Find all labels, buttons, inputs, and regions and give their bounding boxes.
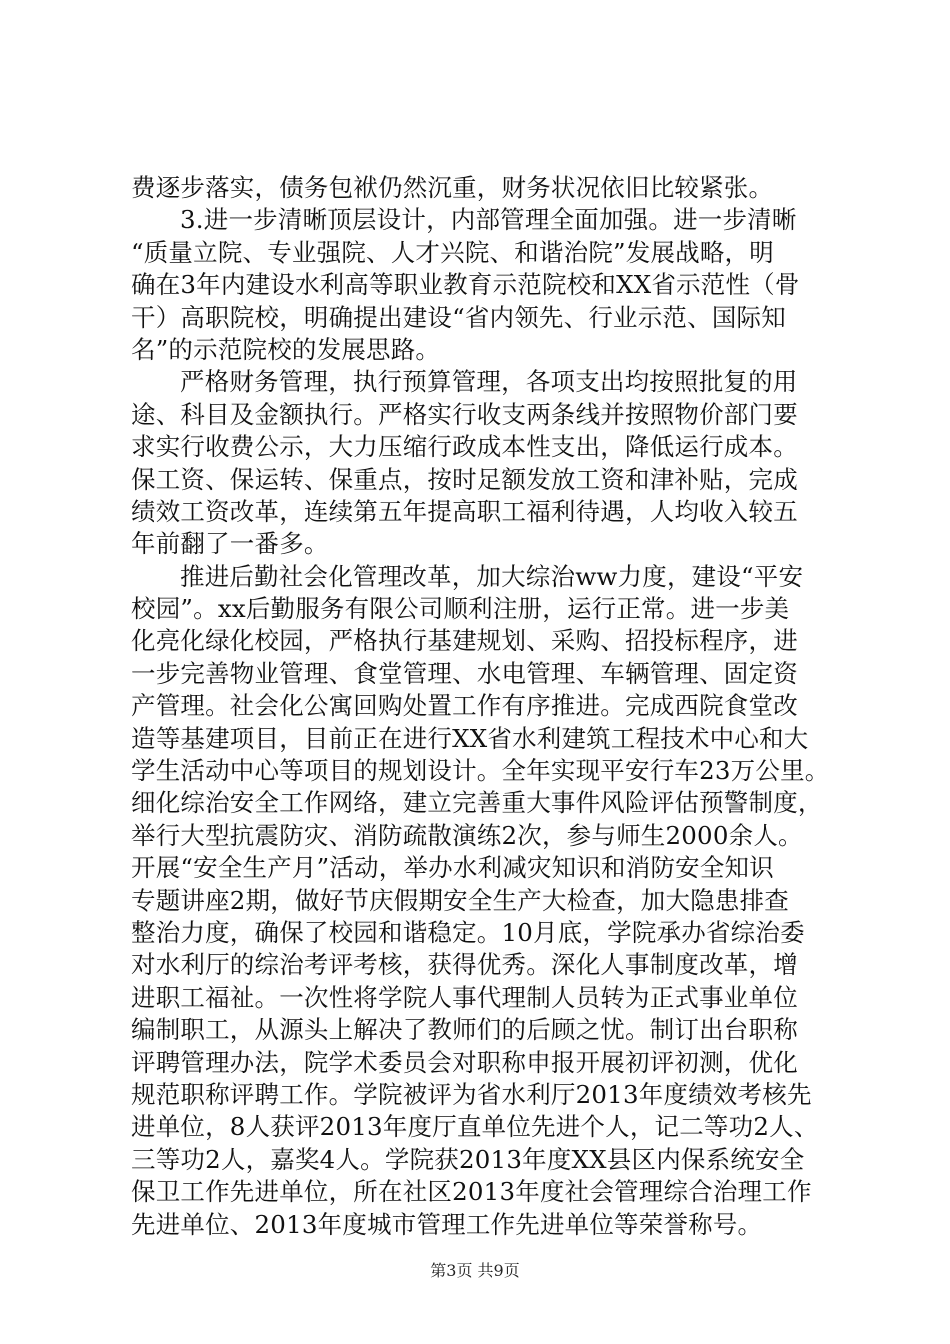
text-line: 3.进一步清晰顶层设计，内部管理全面加强。进一步清晰 — [180, 205, 797, 235]
text-line: 化亮化绿化校园，严格执行基建规划、采购、招投标程序，进 — [131, 626, 798, 656]
text-line: 对水利厅的综治考评考核，获得优秀。深化人事制度改革，增 — [131, 950, 798, 980]
text-line: 名”的示范院校的发展思路。 — [131, 334, 441, 364]
text-line: “质量立院、专业强院、人才兴院、和谐治院”发展战略，明 — [131, 237, 774, 267]
text-line: 开展“安全生产月”活动，举办水利减灾知识和消防安全知识 — [131, 853, 774, 883]
text-line: 进职工福祉。一次性将学院人事代理制人员转为正式事业单位 — [131, 982, 798, 1012]
text-line: 三等功2人，嘉奖4人。学院获2013年度XX县区内保系统安全 — [131, 1144, 805, 1174]
text-line: 校园”。xx后勤服务有限公司顺利注册，运行正常。进一步美 — [131, 594, 790, 624]
page-footer: 第3页 共9页 — [430, 1261, 520, 1280]
text-line: 确在3年内建设水利高等职业教育示范院校和XX省示范性（骨 — [131, 270, 800, 300]
text-line: 保卫工作先进单位，所在社区2013年度社会管理综合治理工作 — [131, 1177, 812, 1207]
text-line: 产管理。社会化公寓回购处置工作有序推进。完成西院食堂改 — [131, 691, 798, 721]
text-line: 进单位，8人获评2013年度厅直单位先进个人，记二等功2人、 — [131, 1112, 819, 1142]
text-line: 整治力度，确保了校园和谐稳定。10月底，学院承办省综治委 — [131, 917, 805, 947]
text-line: 专题讲座2期，做好节庆假期安全生产大检查，加大隐患排查 — [131, 885, 789, 915]
text-line: 绩效工资改革，连续第五年提高职工福利待遇，人均收入较五 — [131, 496, 798, 526]
text-line: 年前翻了一番多。 — [131, 529, 329, 559]
text-line: 费逐步落实，债务包袱仍然沉重，财务状况依旧比较紧张。 — [131, 173, 774, 202]
text-line: 规范职称评聘工作。学院被评为省水利厅2013年度绩效考核先 — [131, 1079, 812, 1109]
text-line: 评聘管理办法，院学术委员会对职称申报开展初评初测，优化 — [131, 1047, 798, 1077]
text-line: 举行大型抗震防灾、消防疏散演练2次，参与师生2000余人。 — [131, 820, 803, 850]
text-line: 细化综治安全工作网络，建立完善重大事件风险评估预警制度， — [131, 788, 823, 818]
text-line: 求实行收费公示，大力压缩行政成本性支出，降低运行成本。 — [131, 432, 798, 462]
text-line: 学生活动中心等项目的规划设计。全年实现平安行车23万公里。 — [131, 756, 830, 786]
text-line: 一步完善物业管理、食堂管理、水电管理、车辆管理、固定资 — [131, 658, 798, 688]
text-line: 途、科目及金额执行。严格实行收支两条线并按照物价部门要 — [131, 399, 798, 429]
text-line: 干）高职院校，明确提出建设“省内领先、行业示范、国际知 — [131, 302, 786, 332]
text-line: 保工资、保运转、保重点，按时足额发放工资和津补贴，完成 — [131, 464, 798, 494]
text-line: 编制职工，从源头上解决了教师们的后顾之忧。制订出台职称 — [131, 1015, 798, 1045]
document-body — [131, 172, 830, 1241]
text-line: 严格财务管理，执行预算管理，各项支出均按照批复的用 — [180, 367, 798, 397]
text-line: 推进后勤社会化管理改革，加大综治ww力度，建设“平安 — [180, 561, 804, 591]
text-line: 先进单位、2013年度城市管理工作先进单位等荣誉称号。 — [131, 1209, 763, 1239]
text-line: 造等基建项目，目前正在进行XX省水利建筑工程技术中心和大 — [131, 723, 809, 753]
